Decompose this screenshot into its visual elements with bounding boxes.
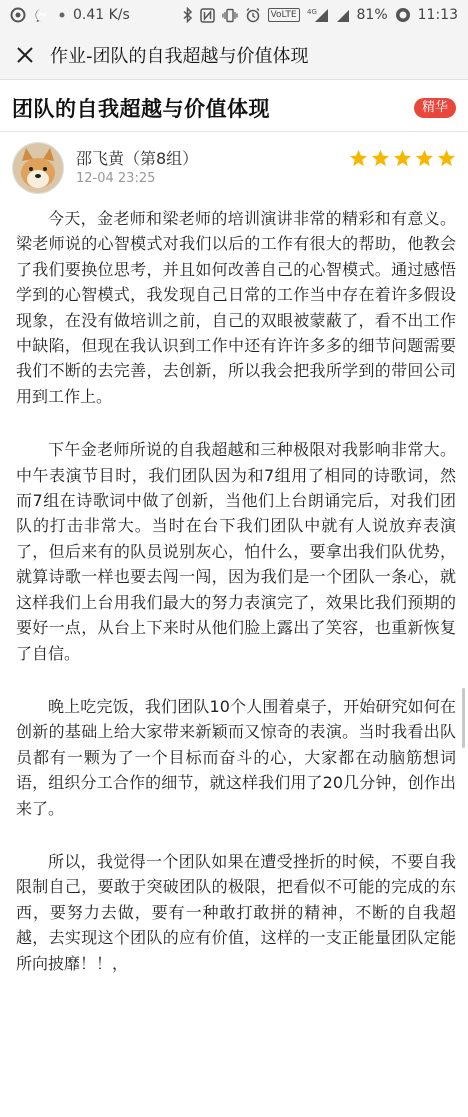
paragraph-1: 今天，金老师和梁老师的培训演讲非常的精彩和有意义。梁老师说的心智模式对我们以后的工作有很大的帮助，他教会了我们要换位思考，并且如何改善自己的心智模式。通过感悟学到的心智模式，我发现自己日常的工作当中存在着许多假设现象，在没有做培训之前，自己的双眼被蒙蔽了，看不出工作中缺陷，但现在我认识到工作中还有许许多多的细节问题需要我们不断的去完善，去创新，所以我会把我所学到的带回公司用到工作上。 (16, 209, 456, 406)
signal-icon (307, 7, 329, 23)
battery-percent: 81% (356, 7, 388, 23)
nav-bar (0, 30, 468, 80)
star-icon (371, 149, 390, 168)
author-row (0, 138, 468, 198)
dog-avatar-icon (13, 143, 63, 193)
paragraph-2: 下午金老师所说的自我超越和三种极限对我影响非常大。中午表演节目时，我们团队因为和7组用了相同的诗歌词，然而7组在诗歌词中做了创新，当他们上台朗诵完后，对我们团队的打击非常大。当时在台下我们团队中就有人说放弃表演了，但后来有的队员说别灰心，怕什么，要拿出我们队优势，就算诗歌一样也要去闯一闯，因为我们是一个团队一条心，就这样我们上台用我们最大的努力表演完了，效果比我们预期的要好一点，从台上下来时从他们脸上露出了笑容，也重新恢复了自信。 (16, 440, 456, 663)
close-icon (15, 45, 35, 65)
post-time: 12-04 23:25 (76, 171, 156, 186)
signal-icon-2 (336, 8, 350, 23)
article-body (0, 198, 468, 976)
battery-icon (395, 7, 411, 23)
author-name[interactable]: 邵飞黄（第8组） (76, 149, 199, 168)
featured-badge: 精华 (414, 98, 456, 118)
volte-badge: VoLTE (268, 8, 300, 22)
clock: 11:13 (417, 7, 458, 23)
rating-stars (349, 149, 456, 168)
close-button[interactable] (12, 42, 38, 68)
ring-icon (10, 7, 26, 23)
dot-icon (59, 12, 65, 18)
star-icon (349, 149, 368, 168)
network-speed: 0.41 K/s (73, 7, 130, 23)
vibrate-icon (222, 8, 238, 23)
bluetooth-icon (183, 7, 193, 23)
star-icon (415, 149, 434, 168)
scrollbar[interactable] (462, 688, 465, 748)
svg-text:4G: 4G (306, 8, 317, 16)
star-icon (437, 149, 456, 168)
nav-title: 作业-团队的自我超越与价值体现 (50, 45, 309, 67)
paragraph-3: 晚上吃完饭，我们团队10个人围着桌子，开始研究如何在创新的基础上给大家带来新颖而又惊奇的表演。当时我看出队员都有一颗为了一个目标而奋斗的心，大家都在动脑筋想词语，组织分工合作的细节，就这样我们用了20几分钟，创作出来了。 (16, 696, 456, 818)
alarm-icon (245, 7, 261, 23)
avatar[interactable] (12, 142, 64, 194)
article-header (0, 84, 468, 132)
chat-icon (34, 7, 51, 24)
star-icon (393, 149, 412, 168)
article-title: 团队的自我超越与价值体现 (12, 96, 270, 121)
status-bar (0, 0, 468, 30)
paragraph-4: 所以，我觉得一个团队如果在遭受挫折的时候，不要自我限制自己，要敢于突破团队的极限，把看似不可能的完成的东西，要努力去做，要有一种敢打敢拼的精神，不断的自我超越，去实现这个团队的应有价值，这样的一支正能量团队定能所向披靡！！， (16, 851, 456, 973)
nfc-icon (200, 8, 215, 23)
